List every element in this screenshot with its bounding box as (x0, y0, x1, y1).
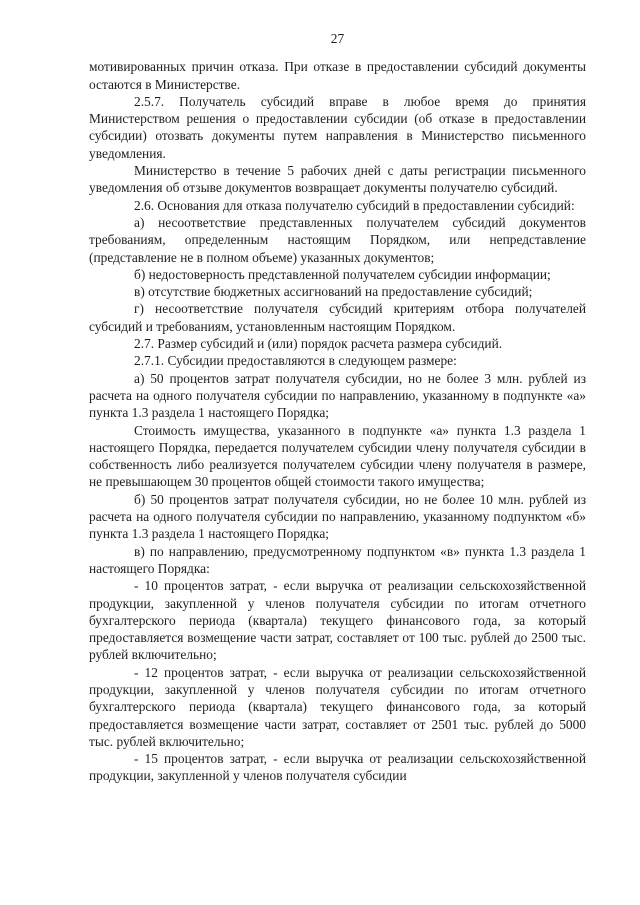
dash-item: - 10 процентов затрат, - если выручка от реализации сельскохозяйственной продукции, закупленной у членов получателя субсидии по итогам отчетного бухгалтерского периода (квартала) текущего финансового года, за который предоставляется возмещение части затрат, составляет от 100 тыс. рублей до 2500 тыс. рублей включительно; (89, 578, 586, 663)
list-item-v: в) отсутствие бюджетных ассигнований на предоставление субсидий; (134, 284, 533, 300)
paragraph-2-6: 2.6. Основания для отказа получателю субсидий в предоставлении субсидий: (134, 197, 575, 213)
paragraph: Стоимость имущества, указанного в подпункте «а» пункта 1.3 раздела 1 настоящего Порядка, передается получателем субсидии члену получателя субсидии в собственность либо реализуется получателем субсидии члену получателя в размере, не превышающем 30 процентов общей стоимости такого имущества; (89, 422, 586, 490)
paragraph-2-5-7: 2.5.7. Получатель субсидий вправе в любое время до принятия Министерством решения о предоставлении субсидии (об отказе в предоставлении субсидии) отозвать документы путем направления в Министерство письменного уведомления. (89, 93, 586, 161)
list-item-g: г) несоответствие получателя субсидий критериям отбора получателей субсидий и требованиям, установленным настоящим Порядком. (89, 301, 586, 334)
paragraph-2-7-1: 2.7.1. Субсидии предоставляются в следующем размере: (134, 353, 457, 369)
page-number: 27 (330, 31, 345, 46)
dash-item: - 15 процентов затрат, - если выручка от реализации сельскохозяйственной продукции, закупленной у членов получателя субсидии (89, 751, 586, 784)
paragraph-2-7: 2.7. Размер субсидий и (или) порядок расчета размера субсидий. (134, 336, 503, 352)
list-item-a: а) 50 процентов затрат получателя субсидии, но не более 3 млн. рублей из расчета на одного получателя субсидии по направлению, указанному в подпункте «а» пункта 1.3 раздела 1 настоящего Порядка; (89, 370, 586, 421)
list-item-b: б) 50 процентов затрат получателя субсидии, но не более 10 млн. рублей из расчета на одного получателя субсидии по направлению, указанному подпунктом «б» пункта 1.3 раздела 1 настоящего Порядка; (89, 491, 586, 542)
list-item-a: а) несоответствие представленных получателем субсидий документов требованиям, определенным настоящим Порядком, или непредставление (представление не в полном объеме) указанных документов; (89, 214, 586, 265)
dash-item: - 12 процентов затрат, - если выручка от реализации сельскохозяйственной продукции, закупленной у членов получателя субсидии по итогам отчетного бухгалтерского периода (квартала) текущего финансового года, за который предоставляется возмещение части затрат, составляет от 2501 тыс. рублей до 5000 тыс. рублей включительно; (89, 664, 586, 749)
paragraph: мотивированных причин отказа. При отказе в предоставлении субсидий документы остаются в Министерстве. (89, 59, 586, 92)
list-item-b: б) недостоверность представленной получателем субсидии информации; (134, 266, 551, 282)
list-item-v: в) по направлению, предусмотренному подпунктом «в» пункта 1.3 раздела 1 настоящего Порядка: (89, 543, 586, 576)
paragraph: Министерство в течение 5 рабочих дней с даты регистрации письменного уведомления об отзыве документов возвращает документы получателю субсидий. (89, 163, 586, 196)
